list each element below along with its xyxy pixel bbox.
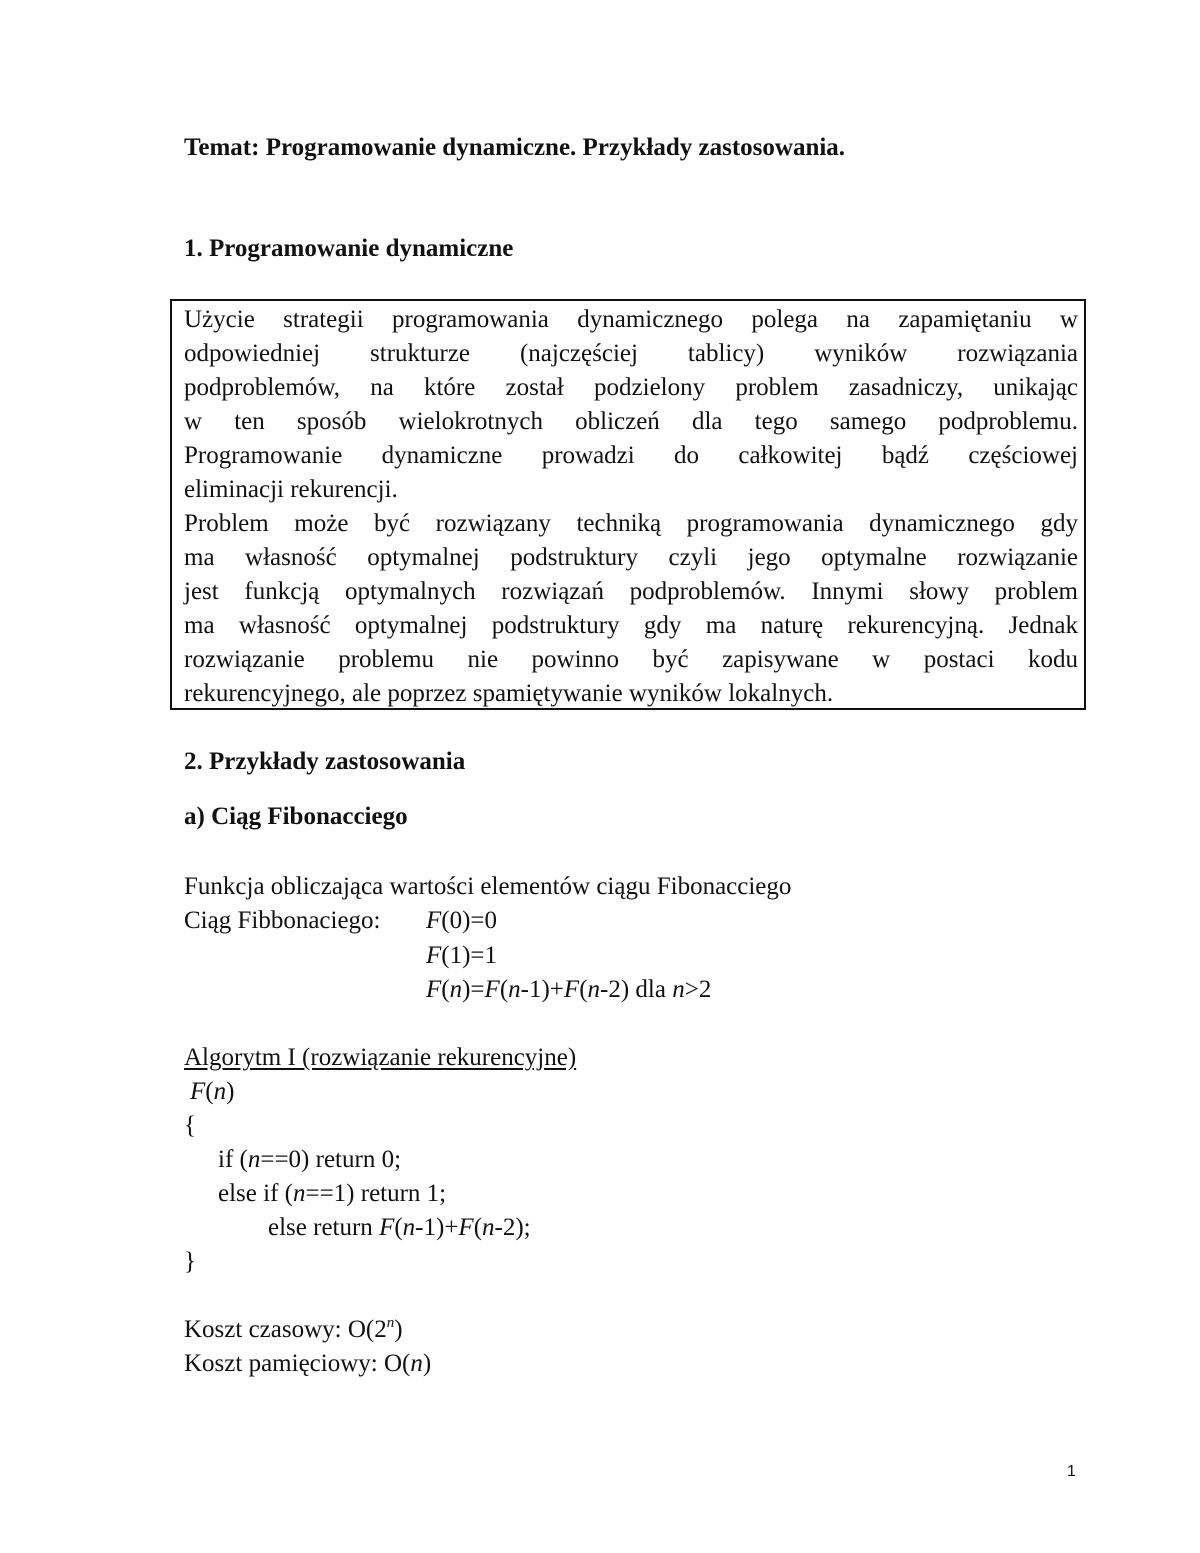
definition-line: podproblemów, na które został podzielony problem zasadniczy, unikając [184,374,1078,401]
code-line: else return F(n-1)+F(n-2); [268,1214,531,1241]
sequence-f1: F(1)=1 [426,942,498,969]
sequence-f0: F(0)=0 [426,907,498,934]
code-line: else if (n==1) return 1; [218,1180,447,1207]
definition-line: eliminacji rekurencji. [184,476,398,503]
memory-cost: Koszt pamięciowy: O(n) [184,1350,432,1377]
section-1-heading: 1. Programowanie dynamiczne [184,235,514,262]
fibonacci-subheading: a) Ciąg Fibonacciego [184,803,408,830]
definition-line: jest funkcją optymalnych rozwiązań podproblemów. Innymi słowy problem [184,578,1078,605]
page-title: Temat: Programowanie dynamiczne. Przykłady zastosowania. [184,134,846,161]
sequence-recurrence: F(n)=F(n-1)+F(n-2) dla n>2 [426,976,712,1003]
definition-line: ma własność optymalnej podstruktury gdy ma naturę rekurencyjną. Jednak [184,612,1078,639]
definition-line: w ten sposób wielokrotnych obliczeń dla tego samego podproblemu. [184,408,1078,435]
definition-line: Użycie strategii programowania dynamicznego polega na zapamiętaniu w [184,306,1078,333]
definition-line: odpowiedniej strukturze (najczęściej tablicy) wyników rozwiązania [184,340,1078,367]
time-cost: Koszt czasowy: O(2$^n$) [184,1315,403,1343]
sequence-label: Ciąg Fibbonaciego: [184,907,381,934]
definition-line: Problem może być rozwiązany techniką programowania dynamicznego gdy [184,510,1078,537]
algorithm-title: Algorytm I (rozwiązanie rekurencyjne) [184,1044,577,1071]
fibonacci-intro: Funkcja obliczająca wartości elementów ciągu Fibonacciego [184,873,792,900]
code-open-brace: { [184,1112,196,1139]
page-number: 1 [1067,1463,1076,1480]
code-signature: F(n) [190,1078,235,1105]
definition-line: Programowanie dynamiczne prowadzi do całkowitej bądź częściowej [184,442,1078,469]
code-close-brace: } [184,1248,196,1275]
definition-line: rozwiązanie problemu nie powinno być zapisywane w postaci kodu [184,646,1078,673]
definition-line: ma własność optymalnej podstruktury czyli jego optymalne rozwiązanie [184,544,1078,571]
code-line: if (n==0) return 0; [218,1146,402,1173]
definition-line: rekurencyjnego, ale poprzez spamiętywanie wyników lokalnych. [184,680,834,707]
section-2-heading: 2. Przykłady zastosowania [184,748,466,775]
